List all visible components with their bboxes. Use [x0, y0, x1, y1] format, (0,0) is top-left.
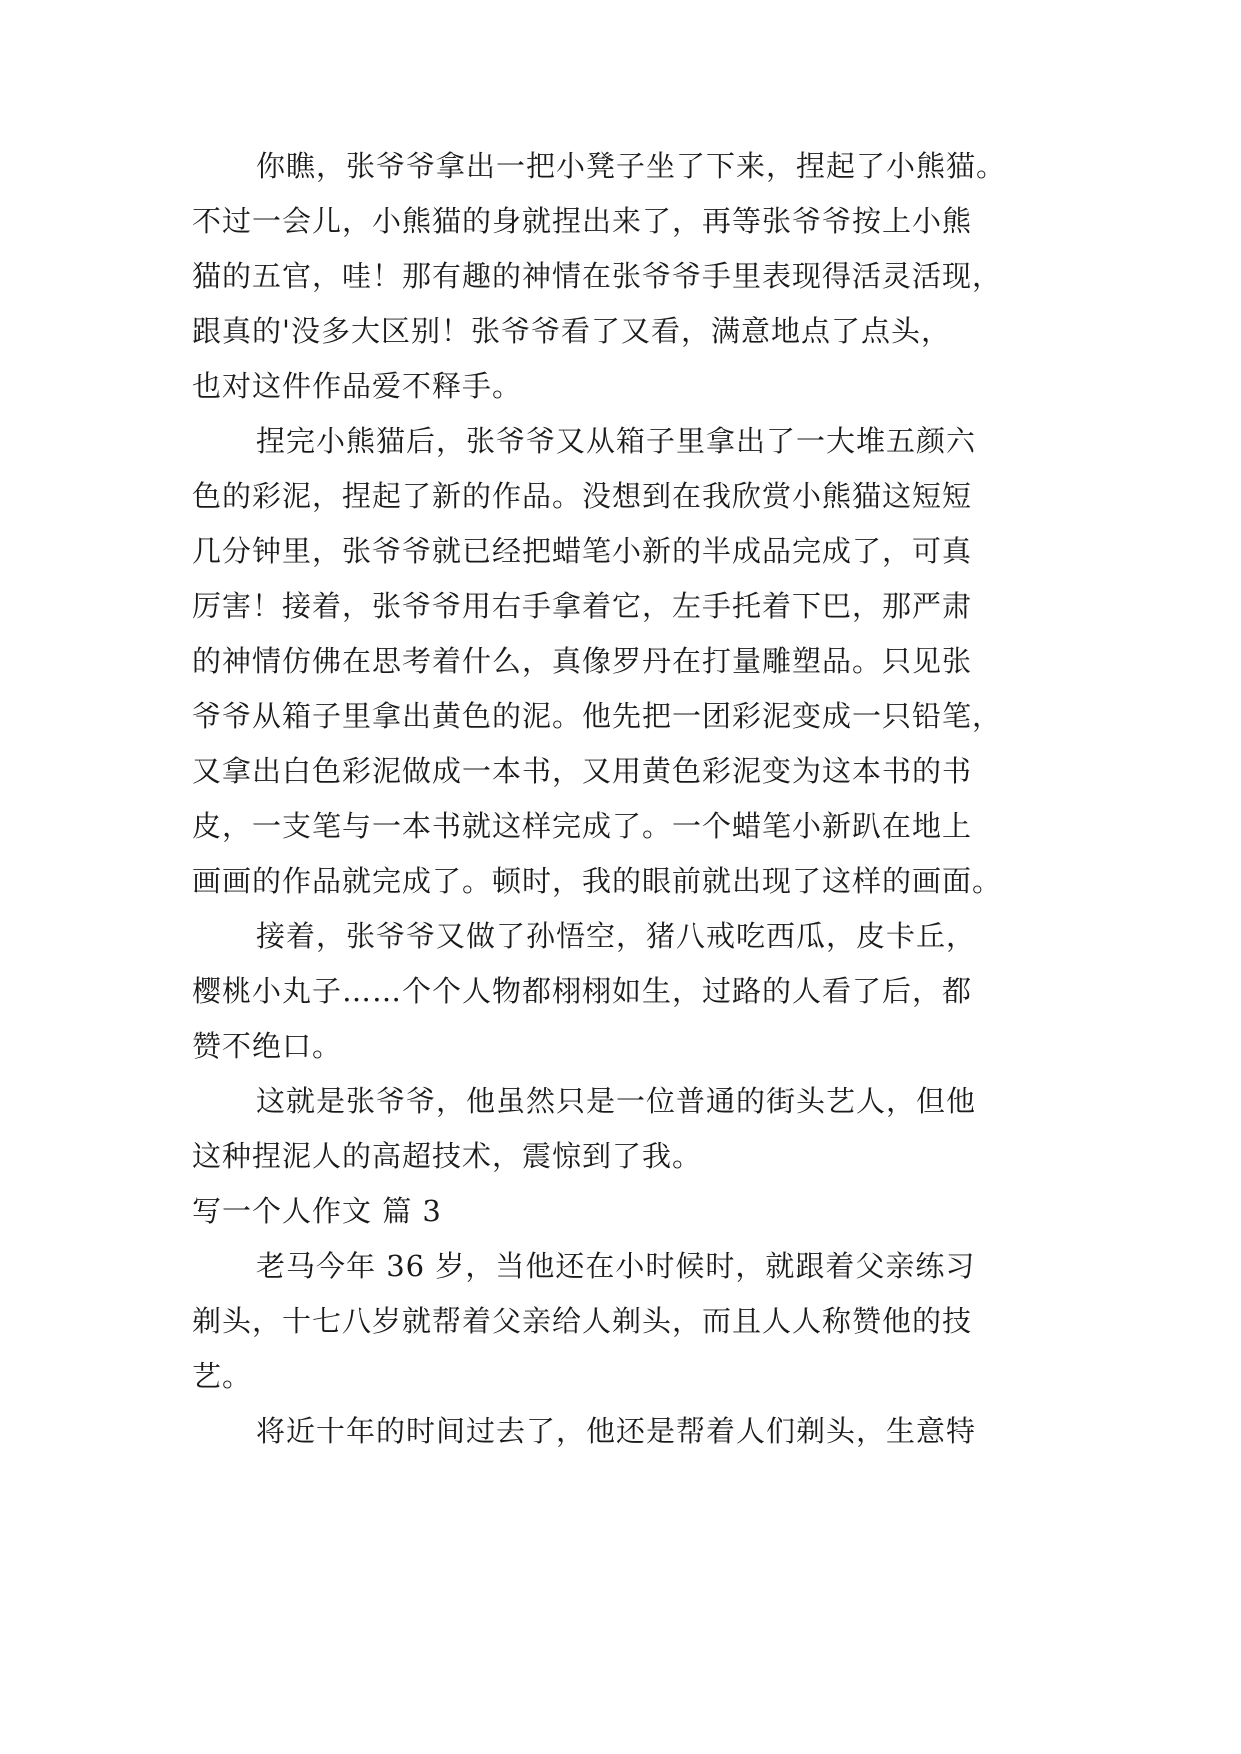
paragraph-line: 又拿出白色彩泥做成一本书，又用黄色彩泥变为这本书的书	[192, 754, 973, 788]
paragraph-line: 剃头，十七八岁就帮着父亲给人剃头，而且人人称赞他的技	[192, 1304, 973, 1338]
paragraph-line: 爷爷从箱子里拿出黄色的泥。他先把一团彩泥变成一只铅笔，	[192, 699, 1003, 733]
paragraph-line: 几分钟里，张爷爷就已经把蜡笔小新的半成品完成了，可真	[192, 534, 973, 568]
paragraph-line: 这就是张爷爷，他虽然只是一位普通的街头艺人，但他	[256, 1084, 977, 1118]
paragraph-line: 皮，一支笔与一本书就这样完成了。一个蜡笔小新趴在地上	[192, 809, 973, 843]
paragraph-line: 艺。	[192, 1359, 253, 1393]
section-heading: 写一个人作文 篇 3	[192, 1194, 442, 1228]
paragraph-line: 猫的五官，哇！那有趣的神情在张爷爷手里表现得活灵活现，	[192, 259, 1003, 293]
paragraph-line: 也对这件作品爱不释手。	[192, 369, 523, 403]
paragraph-line: 樱桃小丸子……个个人物都栩栩如生，过路的人看了后，都	[192, 974, 973, 1008]
paragraph-line: 接着，张爷爷又做了孙悟空，猪八戒吃西瓜，皮卡丘，	[256, 919, 977, 953]
paragraph-line: 画画的作品就完成了。顿时，我的眼前就出现了这样的画面。	[192, 864, 1003, 898]
paragraph-line: 色的彩泥，捏起了新的作品。没想到在我欣赏小熊猫这短短	[192, 479, 973, 513]
paragraph-line: 捏完小熊猫后，张爷爷又从箱子里拿出了一大堆五颜六	[256, 424, 977, 458]
paragraph-line: 厉害！接着，张爷爷用右手拿着它，左手托着下巴，那严肃	[192, 589, 973, 623]
paragraph-line: 将近十年的时间过去了，他还是帮着人们剃头，生意特	[256, 1414, 977, 1448]
paragraph-line: 的神情仿佛在思考着什么，真像罗丹在打量雕塑品。只见张	[192, 644, 973, 678]
paragraph-line: 跟真的'没多大区别！张爷爷看了又看，满意地点了点头，	[192, 314, 951, 348]
paragraph-line: 这种捏泥人的高超技术，震惊到了我。	[192, 1139, 703, 1173]
paragraph-line: 你瞧，张爷爷拿出一把小凳子坐了下来，捏起了小熊猫。	[256, 149, 1007, 183]
paragraph-line: 老马今年 36 岁，当他还在小时候时，就跟着父亲练习	[256, 1249, 976, 1283]
paragraph-line: 赞不绝口。	[192, 1029, 343, 1063]
paragraph-line: 不过一会儿，小熊猫的身就捏出来了，再等张爷爷按上小熊	[192, 204, 973, 238]
